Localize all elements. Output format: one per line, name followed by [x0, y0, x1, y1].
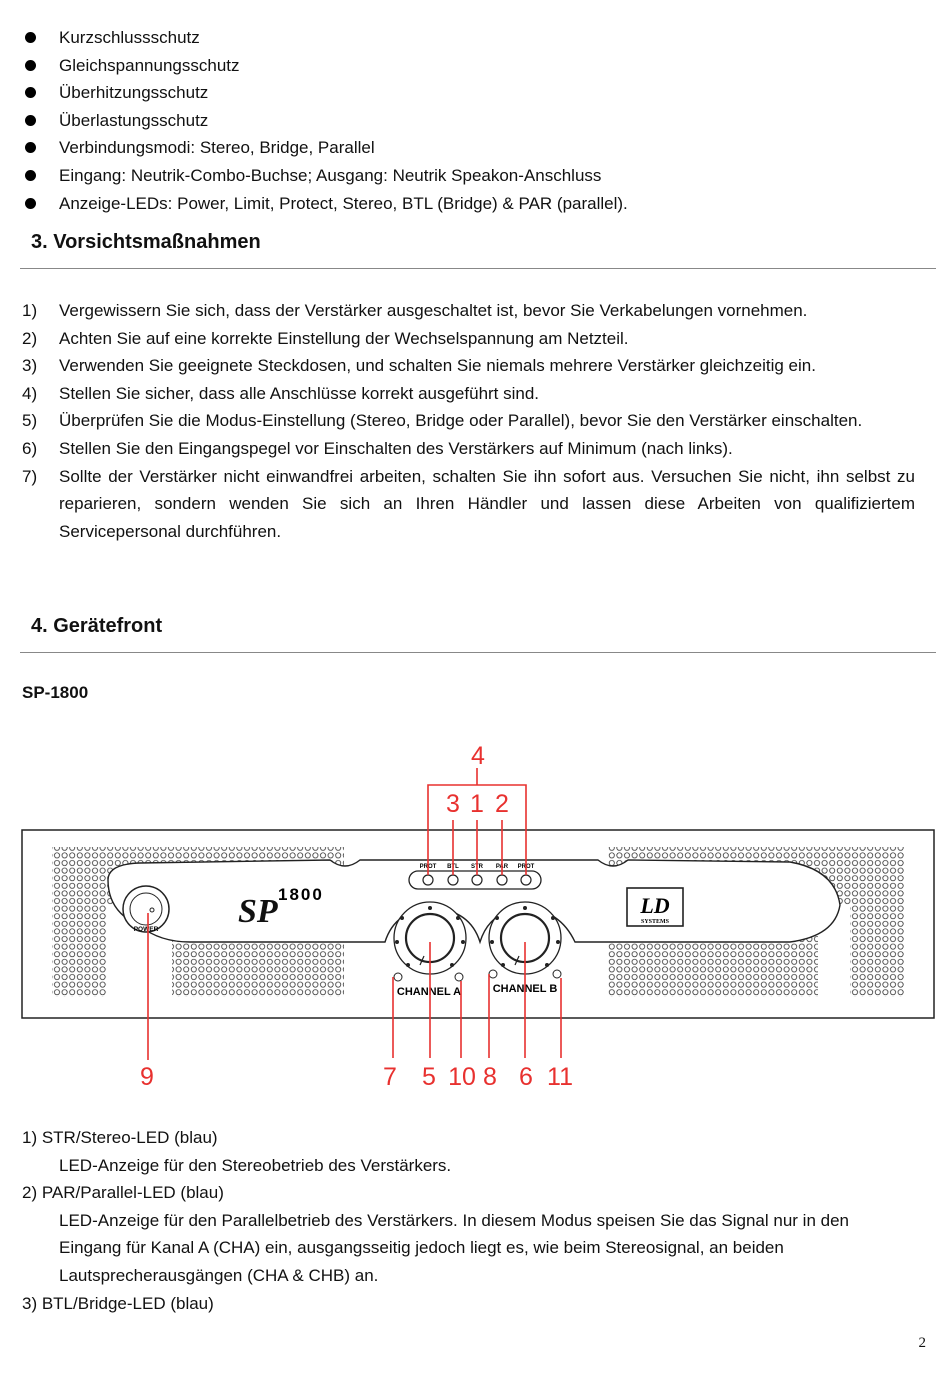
description-body: LED-Anzeige für den Parallelbetrieb des Verstärkers. In diesem Modus speisen Sie das Signal nur in den Eingang für Kanal A (CHA) ein, ausgangsseitig jedoch liegt es, wie beim Stereosignal, an beiden Lautsprecherausgängen (CHA & CHB) an. [59, 1210, 849, 1285]
feature-text: Verbindungsmodi: Stereo, Bridge, Parallel [59, 138, 375, 158]
channel-b-limit-led [553, 970, 561, 978]
bullet-icon [25, 142, 36, 153]
item-number: 6) [22, 438, 38, 458]
model-number-label: 1800 [278, 885, 324, 904]
channel-b-label: CHANNEL B [492, 983, 558, 995]
callout-number: 1 [470, 790, 484, 818]
sp-logo-mark: SP [238, 893, 278, 930]
feature-item [22, 190, 628, 218]
description-heading: 2) PAR/Parallel-LED (blau) [22, 1183, 224, 1203]
channel-a-label: CHANNEL A [396, 986, 462, 998]
precautions-list [22, 297, 915, 545]
channel-a-limit-led [455, 973, 463, 981]
knob-tick [395, 940, 399, 944]
item-text: Verwenden Sie geeignete Steckdosen, und schalten Sie niemals mehrere Verstärker gleichzeitig ein. [59, 356, 816, 376]
page-number: 2 [918, 1335, 926, 1351]
led-label: PAR [495, 864, 509, 870]
knob-tick [400, 916, 404, 920]
led-prot-left [423, 875, 433, 885]
item-text: Vergewissern Sie sich, dass der Verstärker ausgeschaltet ist, bevor Sie Verkabelungen vornehmen. [59, 301, 808, 320]
precaution-item [22, 380, 915, 408]
knob-tick [406, 963, 410, 967]
ld-logo-subtext: SYSTEMS [640, 919, 670, 925]
channel-b-signal-led [489, 970, 497, 978]
bullet-icon [25, 170, 36, 181]
power-button-inner [130, 893, 162, 925]
item-number: 3) [22, 356, 38, 376]
led-label: BTL [447, 864, 459, 870]
precaution-item [22, 407, 915, 435]
vent-grill-left-lower [52, 905, 107, 997]
led-btl [448, 875, 458, 885]
precaution-item [22, 325, 915, 353]
knob-tick [495, 916, 499, 920]
bullet-icon [25, 60, 36, 71]
component-descriptions [22, 1124, 902, 1317]
callout-number: 5 [422, 1063, 436, 1091]
feature-item [22, 52, 628, 80]
precaution-item [22, 463, 915, 546]
knob-tick [545, 963, 549, 967]
callout-number: 8 [483, 1063, 497, 1091]
model-name: SP-1800 [22, 683, 89, 702]
led-label: PROT [517, 864, 535, 870]
item-number: 4) [22, 383, 38, 403]
vent-grill-right-lower [850, 905, 904, 997]
callout-number: 10 [448, 1063, 476, 1091]
precaution-item [22, 352, 915, 380]
item-text: Achten Sie auf eine korrekte Einstellung der Wechselspannung am Netzteil. [59, 328, 629, 348]
feature-text: Kurzschlussschutz [59, 28, 200, 47]
item-text: Stellen Sie sicher, dass alle Anschlüsse korrekt ausgeführt sind. [59, 383, 540, 403]
bullet-icon [25, 32, 36, 43]
item-number: 1) [22, 301, 38, 320]
item-number: 5) [22, 411, 38, 431]
feature-text: Gleichspannungsschutz [59, 55, 240, 75]
precaution-item [22, 435, 915, 463]
power-label: POWER [133, 926, 159, 933]
feature-list [22, 24, 628, 217]
led-label: STR [471, 864, 483, 870]
callout-number: 2 [495, 790, 509, 818]
feature-item [22, 134, 628, 162]
knob-tick [490, 940, 494, 944]
item-text: Sollte der Verstärker nicht einwandfrei arbeiten, schalten Sie ihn sofort aus. Versuchen Sie nicht, ihn selbst zu reparieren, sondern wenden Sie sich an Ihren Händler und lassen diese Arbeiten von qualifiziertem Servicepersonal durchführen. [59, 466, 915, 541]
led-prot-right [521, 875, 531, 885]
callout-number: 9 [140, 1063, 154, 1091]
feature-item [22, 162, 628, 190]
knob-tick [501, 963, 505, 967]
feature-item [22, 24, 628, 52]
feature-text: Anzeige-LEDs: Power, Limit, Protect, Stereo, BTL (Bridge) & PAR (parallel). [59, 193, 628, 213]
description-heading: 3) BTL/Bridge-LED (blau) [22, 1293, 214, 1313]
knob-tick [523, 906, 527, 910]
knob-tick [428, 906, 432, 910]
ld-logo-text: LD [640, 893, 670, 918]
item-number: 7) [22, 466, 38, 486]
bullet-icon [25, 87, 36, 98]
callout-number: 4 [471, 742, 485, 770]
knob-tick [450, 963, 454, 967]
knob-tick [551, 916, 555, 920]
section-divider [20, 268, 936, 269]
knob-tick [456, 916, 460, 920]
precaution-item [22, 297, 915, 325]
feature-text: Eingang: Neutrik-Combo-Buchse; Ausgang: Neutrik Speakon-Anschluss [59, 165, 602, 185]
led-str [472, 875, 482, 885]
section-3-heading: 3. Vorsichtsmaßnahmen [31, 231, 261, 253]
description-body: LED-Anzeige für den Stereobetrieb des Verstärkers. [59, 1155, 452, 1175]
vent-grill-right-mid [608, 935, 818, 997]
section-4-heading: 4. Gerätefront [31, 615, 163, 637]
feature-item [22, 107, 628, 135]
led-par [497, 875, 507, 885]
bullet-icon [25, 115, 36, 126]
item-number: 2) [22, 328, 38, 348]
ld-systems-logo [627, 888, 683, 926]
feature-text: Überlastungsschutz [59, 110, 209, 130]
callout-number: 11 [547, 1063, 573, 1091]
callout-number: 7 [383, 1063, 397, 1091]
callout-number: 3 [446, 790, 460, 818]
knob-tick [556, 940, 560, 944]
callout-number: 6 [519, 1063, 533, 1091]
feature-text: Überhitzungsschutz [59, 83, 209, 103]
item-text: Stellen Sie den Eingangspegel vor Einschalten des Verstärkers auf Minimum (nach links). [59, 438, 733, 458]
led-label: PROT [419, 864, 437, 870]
knob-tick [461, 940, 465, 944]
front-panel-diagram [0, 730, 950, 1100]
section-divider [20, 652, 936, 653]
description-heading: 1) STR/Stereo-LED (blau) [22, 1128, 218, 1147]
item-text: Überprüfen Sie die Modus-Einstellung (Stereo, Bridge oder Parallel), bevor Sie den Verstärker einschalten. [59, 411, 863, 431]
feature-item [22, 79, 628, 107]
vent-grill-left-mid [172, 935, 344, 997]
bullet-icon [25, 198, 36, 209]
channel-a-signal-led [394, 973, 402, 981]
